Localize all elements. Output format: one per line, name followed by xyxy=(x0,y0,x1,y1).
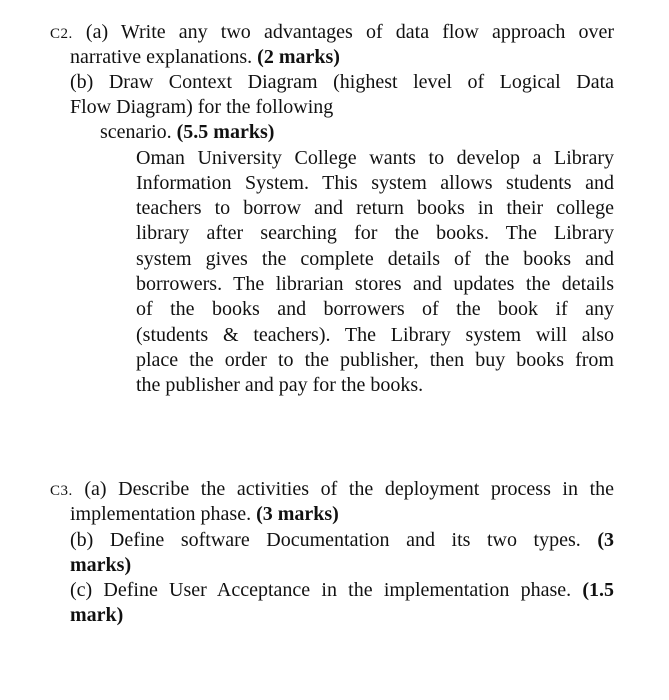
c3-part-b-marks-2: marks) xyxy=(70,554,132,576)
c3-part-c-text: (c) Define User Acceptance in the implementation phase. xyxy=(70,579,572,601)
c3-part-a-marks: (3 marks) xyxy=(256,503,339,525)
c2-part-a-text-1: (a) Write any two advantages of data flow approach over xyxy=(85,21,615,43)
c2-part-b-line-2: Flow Diagram) for the following xyxy=(70,96,334,118)
c2-part-b-marks: (5.5 marks) xyxy=(176,121,275,143)
scenario-line: teachers to borrow and return books in their college xyxy=(136,197,614,219)
scenario-line: Information System. This system allows students and xyxy=(136,172,614,194)
c2-part-b-text-3: scenario. xyxy=(100,121,172,143)
scenario-line: place the order to the publisher, then buy books from xyxy=(136,349,614,371)
c3-part-c-marks-1: (1.5 xyxy=(582,579,614,601)
scenario-line: Oman University College wants to develop a Library xyxy=(136,147,614,169)
scenario-line: (students & teachers). The Library system will also xyxy=(136,324,614,346)
c3-part-b-marks-1: (3 xyxy=(597,529,614,551)
c3-part-c-marks-2: mark) xyxy=(70,604,124,626)
c3-part-b-line-1 xyxy=(70,528,614,552)
scenario-line: library after searching for the books. The Library xyxy=(136,222,614,244)
scenario-line: the publisher and pay for the books. xyxy=(136,374,424,396)
c2-part-a-line-1 xyxy=(50,20,614,46)
c2-part-a-line-2 xyxy=(70,45,340,69)
c3-part-a-line-1 xyxy=(50,477,614,503)
c2-part-a-text-2: narrative explanations. xyxy=(70,46,253,68)
c3-part-b-text: (b) Define software Documentation and its two types. xyxy=(70,529,581,551)
c2-part-b-line-3 xyxy=(100,120,274,144)
c3-part-b-line-2 xyxy=(70,553,131,577)
c3-part-c-line-1 xyxy=(70,578,614,602)
scenario-line: borrowers. The librarian stores and updates the details xyxy=(136,273,614,295)
c2-question-number: C2. xyxy=(50,26,73,42)
scenario-line: system gives the complete details of the books and xyxy=(136,248,614,270)
c2-part-a-marks: (2 marks) xyxy=(257,46,340,68)
c3-part-a-text-2: implementation phase. xyxy=(70,503,252,525)
c3-question-number: C3. xyxy=(50,483,73,499)
c3-part-a-line-2 xyxy=(70,502,339,526)
c3-part-c-line-2 xyxy=(70,603,123,627)
c2-part-b-line-1: (b) Draw Context Diagram (highest level of Logical Data xyxy=(70,71,614,93)
c3-part-a-text-1: (a) Describe the activities of the deployment process in the xyxy=(84,478,615,500)
scenario-line: of the books and borrowers of the book if any xyxy=(136,298,614,320)
